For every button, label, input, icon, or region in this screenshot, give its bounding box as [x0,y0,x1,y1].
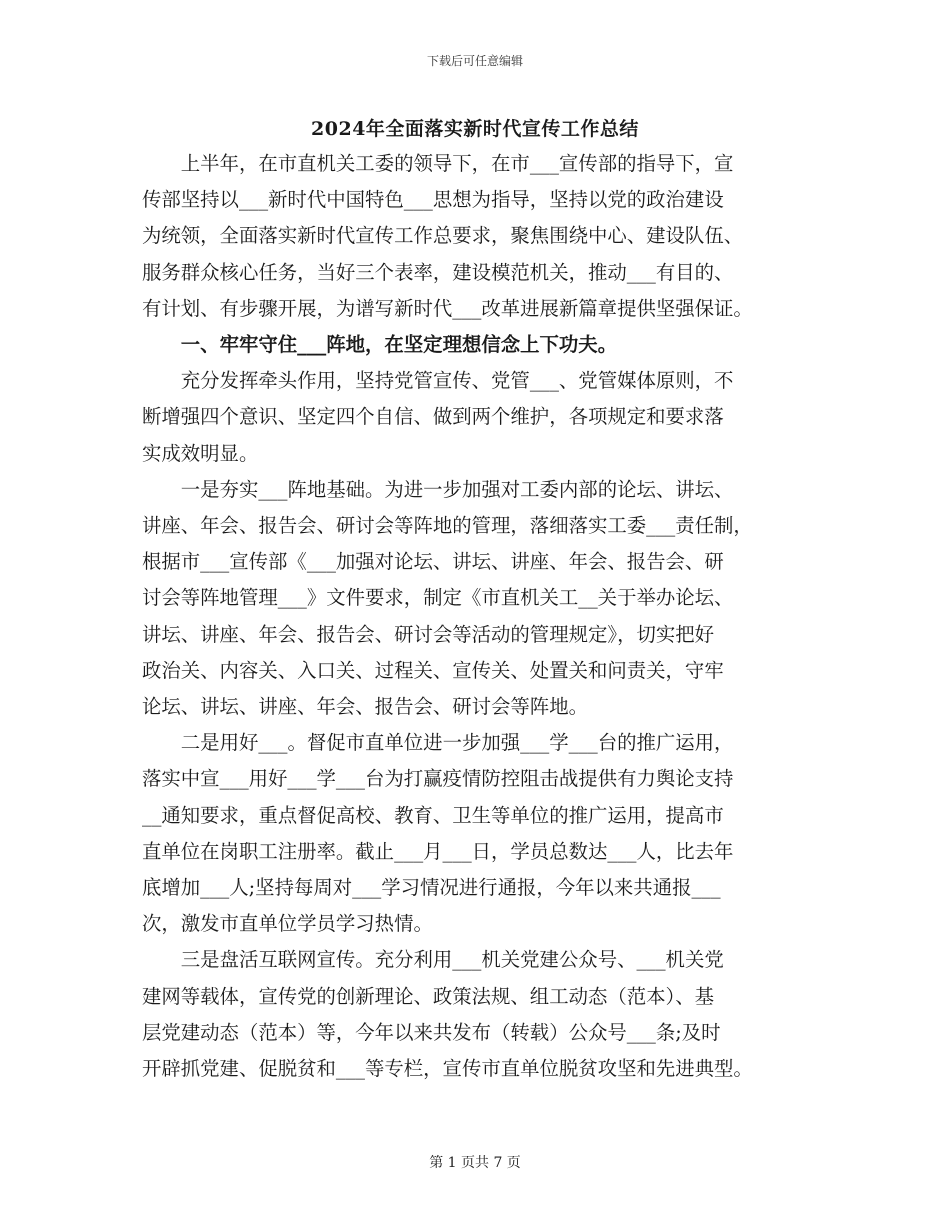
text-line: 充分发挥牵头作用，坚持党管宣传、党管___、党管媒体原则，不 [180,369,734,393]
text-line: 政治关、内容关、入口关、过程关、宣传关、处置关和问责关，守牢 [142,658,724,682]
text-line: 开辟抓党建、促脱贫和___等专栏，宣传市直单位脱贫攻坚和先进典型。 [142,1057,753,1081]
text-line: __通知要求，重点督促高校、教育、卫生等单位的推广运用，提高市 [142,803,724,827]
text-line: 直单位在岗职工注册率。截止___月___日，学员总数达___人，比去年 [142,839,734,863]
text-line: 上半年，在市直机关工委的领导下，在市___宣传部的指导下，宣 [180,152,734,175]
paragraph-item-1 [142,472,822,725]
paragraph-item-2 [142,725,822,942]
text-line: 根据市___宣传部《___加强对论坛、讲坛、讲座、年会、报告会、研 [142,550,724,574]
text-line: 断增强四个意识、坚定四个自信、做到两个维护，各项规定和要求落 [142,405,724,429]
text-line: 讨会等阵地管理___》文件要求，制定《市直机关工__关于举办论坛、 [142,586,734,610]
text-line: 层党建动态（范本）等，今年以来共发布（转载）公众号___条;及时 [142,1020,721,1044]
text-line: 底增加___人;坚持每周对___学习情况进行通报，今年以来共通报___ [142,876,721,900]
text-line: 有计划、有步骤开展，为谱写新时代___改革进展新篇章提供坚强保证。 [142,296,753,320]
text-line: 次，激发市直单位学员学习热情。 [142,912,433,936]
paragraph-section-intro [142,363,822,472]
section-heading-1 [142,327,822,363]
paragraph-item-3 [142,942,822,1087]
document-title: 2024年全面落实新时代宣传工作总结 [311,118,639,140]
text-line: 服务群众核心任务，当好三个表率，建设模范机关，推动___有目的、 [142,260,734,284]
text-line: 落实中宣___用好___学___台为打赢疫情防控阻击战提供有力舆论支持 [142,767,734,791]
text-line: 为统领，全面落实新时代宣传工作总要求，聚焦围绕中心、建设队伍、 [142,224,744,248]
text-line: 实成效明显。 [142,441,259,465]
document-body [142,146,822,1087]
page-header-note: 下载后可任意编辑 [426,54,523,68]
text-line: 讲座、年会、报告会、研讨会等阵地的管理，落细落实工委___责任制， [142,514,753,538]
page-number: 第 1 页共 7 页 [429,1155,521,1171]
text-line: 建网等载体，宣传党的创新理论、政策法规、组工动态（范本）、基 [142,984,715,1008]
text-line: 一是夯实___阵地基础。为进一步加强对工委内部的论坛、讲坛、 [180,477,734,501]
heading-line: 一、牢牢守住___阵地，在坚定理想信念上下功夫。 [180,333,618,357]
text-line: 三是盘活互联网宣传。充分利用___机关党建公众号、___机关党 [180,948,724,972]
text-line: 讲坛、讲座、年会、报告会、研讨会等活动的管理规定》，切实把好 [142,622,715,646]
text-line: 传部坚持以___新时代中国特色___思想为指导，坚持以党的政治建设 [142,188,724,212]
paragraph-intro [142,146,822,327]
text-line: 二是用好___。督促市直单位进一步加强___学___台的推广运用， [180,731,734,755]
text-line: 论坛、讲坛、讲座、年会、报告会、研讨会等阵地。 [142,695,588,719]
